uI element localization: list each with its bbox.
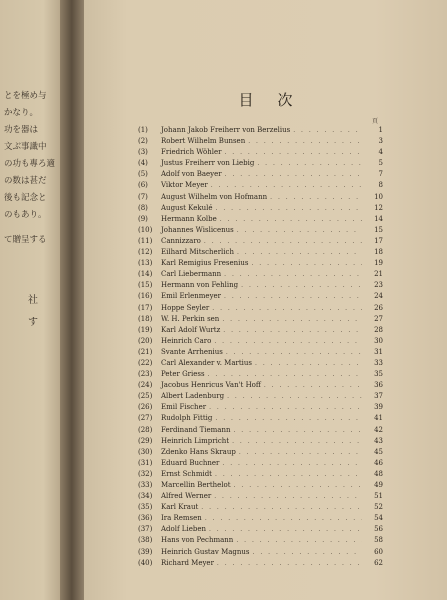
toc-leader-dots: [211, 180, 362, 191]
left-page-fragment: 功を器は: [4, 125, 39, 135]
toc-entry-page: 24: [374, 292, 383, 301]
toc-entry-name: Ira Remsen: [161, 514, 202, 523]
toc-entry: [138, 524, 383, 535]
toc-entry-name: Hermann Kolbe: [161, 214, 217, 223]
table-of-contents: [138, 125, 383, 569]
toc-leader-dots: [241, 280, 362, 291]
toc-entry-page: 10: [374, 192, 383, 201]
toc-entry-number: (29): [138, 436, 153, 445]
left-page-fragment: のもあり。: [4, 210, 47, 220]
toc-leader-dots: [251, 258, 362, 269]
left-page-fragment: とを極め与: [4, 91, 47, 101]
toc-entry: [138, 436, 383, 447]
toc-entry-name: August Wilhelm von Hofmann: [161, 192, 268, 201]
toc-entry-page: 30: [374, 336, 383, 345]
toc-entry-number: (33): [138, 481, 153, 489]
toc-entry-number: (7): [138, 192, 148, 201]
toc-entry: [138, 203, 383, 214]
toc-entry-name: Zdenko Hans Skraup: [161, 447, 236, 456]
toc-entry-name: Heinrich Caro: [161, 336, 212, 345]
toc-entry: [138, 358, 383, 369]
toc-entry: [138, 336, 383, 347]
toc-entry-number: (6): [138, 181, 148, 190]
toc-entry-page: 46: [374, 458, 383, 467]
toc-entry-name: Johannes Wislicenus: [161, 225, 234, 234]
toc-entry-name: Albert Ladenburg: [161, 392, 225, 401]
toc-entry: [138, 192, 383, 203]
toc-entry: [138, 291, 383, 302]
toc-entry-number: (12): [138, 248, 153, 257]
toc-entry-number: (26): [138, 403, 153, 412]
toc-leader-dots: [208, 369, 362, 380]
book-gutter: [60, 0, 86, 600]
toc-leader-dots: [239, 447, 362, 458]
toc-leader-dots: [237, 225, 362, 236]
toc-entry-number: (24): [138, 381, 153, 390]
toc-entry: [138, 236, 383, 247]
toc-entry-page: 37: [374, 392, 383, 401]
toc-leader-dots: [248, 136, 362, 147]
toc-entry-page: 42: [374, 425, 383, 434]
left-page-fragment: 文ぶ事識中: [4, 142, 47, 152]
toc-leader-dots: [209, 524, 362, 535]
toc-leader-dots: [209, 402, 362, 413]
toc-entry: [138, 480, 383, 491]
toc-entry-page: 56: [374, 525, 383, 534]
left-page-fragment: 社: [28, 295, 38, 306]
toc-entry-number: (37): [138, 525, 153, 534]
toc-entry-page: 15: [374, 225, 383, 234]
toc-entry-number: (28): [138, 425, 153, 434]
toc-entry-page: 48: [374, 469, 383, 478]
left-page-fragment: 後も記念と: [4, 193, 47, 203]
toc-leader-dots: [233, 425, 362, 436]
toc-entry-number: (34): [138, 492, 153, 501]
toc-leader-dots: [227, 391, 362, 402]
toc-entry-name: Jacobus Henricus Van't Hoff: [161, 381, 261, 390]
toc-entry-number: (35): [138, 503, 153, 512]
toc-entry-name: Hans von Pechmann: [161, 536, 234, 545]
toc-leader-dots: [212, 303, 362, 314]
toc-entry-name: Viktor Meyer: [161, 181, 208, 190]
toc-entry-page: 17: [374, 236, 383, 245]
left-page-fragment: の数は甚だ: [4, 176, 47, 186]
toc-entry-number: (11): [138, 236, 153, 245]
toc-entry-page: 1: [378, 126, 383, 134]
toc-entry-page: 5: [378, 159, 383, 168]
toc-leader-dots: [224, 147, 362, 158]
toc-entry-number: (31): [138, 458, 153, 467]
toc-entry: [138, 458, 383, 469]
toc-entry-name: Eilhard Mitscherlich: [161, 248, 234, 257]
toc-entry-number: (9): [138, 214, 148, 223]
toc-entry-name: Karl Remigius Fresenius: [161, 259, 249, 268]
toc-entry: [138, 447, 383, 458]
toc-entry-number: (40): [138, 558, 153, 567]
toc-entry-name: Heinrich Gustav Magnus: [161, 547, 250, 556]
toc-entry-page: 31: [374, 347, 383, 356]
toc-entry-name: Peter Griess: [161, 370, 205, 379]
toc-leader-dots: [222, 458, 362, 469]
toc-entry-page: 45: [374, 447, 383, 456]
toc-leader-dots: [204, 236, 362, 247]
toc-entry: [138, 535, 383, 546]
toc-entry-page: 41: [374, 414, 383, 423]
toc-entry-name: Carl Liebermann: [161, 270, 222, 279]
toc-leader-dots: [215, 413, 362, 424]
toc-entry-number: (17): [138, 303, 153, 312]
toc-entry: [138, 369, 383, 380]
toc-entry-name: Richard Meyer: [161, 558, 214, 567]
right-page: [84, 0, 447, 600]
toc-entry: [138, 325, 383, 336]
toc-entry-page: 43: [374, 436, 383, 445]
toc-entry: [138, 280, 383, 291]
toc-entry-number: (30): [138, 447, 153, 456]
toc-entry-page: 12: [374, 203, 383, 212]
toc-entry: [138, 469, 383, 480]
toc-entry-name: Hoppe Seyler: [161, 303, 210, 312]
toc-leader-dots: [224, 291, 362, 302]
toc-entry-page: 26: [374, 303, 383, 312]
toc-entry: [138, 491, 383, 502]
toc-entry: [138, 380, 383, 391]
toc-entry-number: (39): [138, 547, 153, 556]
toc-entry-number: (8): [138, 203, 148, 212]
toc-entry-page: 18: [374, 248, 383, 257]
toc-entry-name: Emil Erlenmeyer: [161, 292, 222, 301]
toc-leader-dots: [214, 336, 362, 347]
toc-leader-dots: [217, 558, 362, 569]
toc-entry-name: Adolf von Baeyer: [161, 170, 222, 179]
toc-entry-name: Marcellin Berthelot: [161, 481, 231, 489]
toc-entry-page: 28: [374, 325, 383, 334]
toc-entry-page: 60: [374, 547, 383, 556]
toc-entry: [138, 258, 383, 269]
toc-entry-page: 3: [378, 137, 383, 146]
left-page-fragment: す: [28, 317, 38, 328]
toc-entry-name: Karl Kraut: [161, 503, 199, 512]
toc-entry-number: (23): [138, 370, 153, 379]
toc-entry-page: 19: [374, 259, 383, 268]
toc-entry-page: 39: [374, 403, 383, 412]
toc-entry: [138, 347, 383, 358]
toc-leader-dots: [205, 513, 362, 524]
toc-entry-number: (1): [138, 126, 148, 134]
toc-entry-name: Justus Freiherr von Liebig: [161, 159, 255, 168]
toc-entry: [138, 180, 383, 191]
toc-entry: [138, 502, 383, 513]
toc-entry-number: (22): [138, 358, 153, 367]
toc-entry: [138, 158, 383, 169]
toc-leader-dots: [236, 535, 362, 546]
toc-entry-page: 36: [374, 381, 383, 390]
toc-entry-number: (15): [138, 281, 153, 290]
toc-entry-number: (10): [138, 225, 153, 234]
toc-entry: [138, 413, 383, 424]
toc-entry: [138, 225, 383, 236]
toc-entry-page: 27: [374, 314, 383, 323]
toc-leader-dots: [223, 325, 362, 336]
toc-entry-page: 7: [378, 170, 383, 179]
page-column-header: 頁: [372, 118, 379, 125]
toc-entry: [138, 169, 383, 180]
left-page: [0, 0, 62, 600]
toc-entry-name: Alfred Werner: [161, 492, 212, 501]
page-title: 目次: [238, 91, 317, 109]
left-page-fragment: て贈呈する: [4, 235, 47, 245]
toc-entry-name: August Kekulé: [161, 203, 213, 212]
toc-leader-dots: [215, 469, 362, 480]
toc-entry-name: Ferdinand Tiemann: [161, 425, 231, 434]
toc-leader-dots: [293, 125, 362, 136]
toc-leader-dots: [216, 203, 363, 214]
toc-entry-name: Robert Wilhelm Bunsen: [161, 137, 246, 146]
toc-entry-number: (4): [138, 159, 148, 168]
toc-entry-page: 8: [378, 181, 383, 190]
toc-entry: [138, 314, 383, 325]
toc-entry-name: Svante Arrhenius: [161, 347, 223, 356]
toc-entry-number: (36): [138, 514, 153, 523]
toc-leader-dots: [255, 358, 362, 369]
toc-entry-number: (20): [138, 336, 153, 345]
toc-entry-number: (3): [138, 148, 148, 157]
toc-entry: [138, 269, 383, 280]
toc-entry-page: 49: [374, 481, 383, 489]
toc-entry-name: Carl Alexander v. Martius: [161, 358, 253, 367]
toc-leader-dots: [224, 269, 362, 280]
toc-entry-number: (21): [138, 347, 153, 356]
toc-entry-page: 33: [374, 358, 383, 367]
toc-entry-page: 21: [374, 270, 383, 279]
toc-entry: [138, 425, 383, 436]
toc-entry: [138, 214, 383, 225]
toc-entry-name: Friedrich Wöhler: [161, 148, 222, 157]
toc-entry-number: (14): [138, 270, 153, 279]
toc-entry: [138, 558, 383, 569]
toc-entry-page: 58: [374, 536, 383, 545]
toc-entry-number: (13): [138, 259, 153, 268]
toc-leader-dots: [220, 214, 362, 225]
toc-entry-name: Emil Fischer: [161, 403, 207, 412]
toc-entry-page: 54: [374, 514, 383, 523]
toc-leader-dots: [257, 158, 362, 169]
toc-entry-name: Adolf Lieben: [161, 525, 206, 534]
toc-leader-dots: [201, 502, 362, 513]
toc-entry-page: 35: [374, 370, 383, 379]
toc-entry-name: Heinrich Limpricht: [161, 436, 230, 445]
left-page-fragment: かなり。: [4, 108, 39, 118]
toc-entry-number: (27): [138, 414, 153, 423]
left-page-fragment: の功も專ろ適: [4, 159, 56, 169]
toc-entry-number: (32): [138, 469, 153, 478]
toc-leader-dots: [214, 491, 362, 502]
toc-leader-dots: [222, 314, 362, 325]
toc-entry: [138, 136, 383, 147]
toc-entry: [138, 125, 383, 136]
toc-entry-number: (2): [138, 137, 148, 146]
toc-entry: [138, 391, 383, 402]
toc-leader-dots: [234, 480, 362, 491]
toc-entry: [138, 247, 383, 258]
toc-entry: [138, 402, 383, 413]
toc-entry-name: Ernst Schmidt: [161, 469, 212, 478]
toc-leader-dots: [237, 247, 362, 258]
toc-entry-name: Johann Jakob Freiherr von Berzelius: [161, 126, 291, 134]
toc-leader-dots: [253, 547, 362, 558]
toc-leader-dots: [232, 436, 362, 447]
toc-entry-page: 14: [374, 214, 383, 223]
toc-entry-name: W. H. Perkin sen: [161, 314, 220, 323]
toc-entry-name: Hermann von Fehling: [161, 281, 239, 290]
toc-entry-name: Karl Adolf Wurtz: [161, 325, 221, 334]
toc-entry: [138, 513, 383, 524]
toc-entry: [138, 547, 383, 558]
toc-entry-number: (18): [138, 314, 153, 323]
toc-entry-name: Cannizzaro: [161, 236, 201, 245]
toc-entry-number: (25): [138, 392, 153, 401]
toc-entry-page: 23: [374, 281, 383, 290]
toc-entry-number: (38): [138, 536, 153, 545]
toc-entry-name: Eduard Buchner: [161, 458, 220, 467]
toc-leader-dots: [270, 192, 362, 203]
toc-leader-dots: [225, 169, 362, 180]
toc-leader-dots: [264, 380, 362, 391]
toc-entry: [138, 147, 383, 158]
toc-entry-page: 52: [374, 503, 383, 512]
toc-leader-dots: [226, 347, 362, 358]
toc-entry: [138, 303, 383, 314]
toc-entry-page: 4: [378, 148, 383, 157]
toc-entry-page: 62: [374, 558, 383, 567]
toc-entry-number: (5): [138, 170, 148, 179]
toc-entry-number: (19): [138, 325, 153, 334]
toc-entry-page: 51: [374, 492, 383, 501]
toc-entry-number: (16): [138, 292, 153, 301]
toc-entry-name: Rudolph Fittig: [161, 414, 213, 423]
